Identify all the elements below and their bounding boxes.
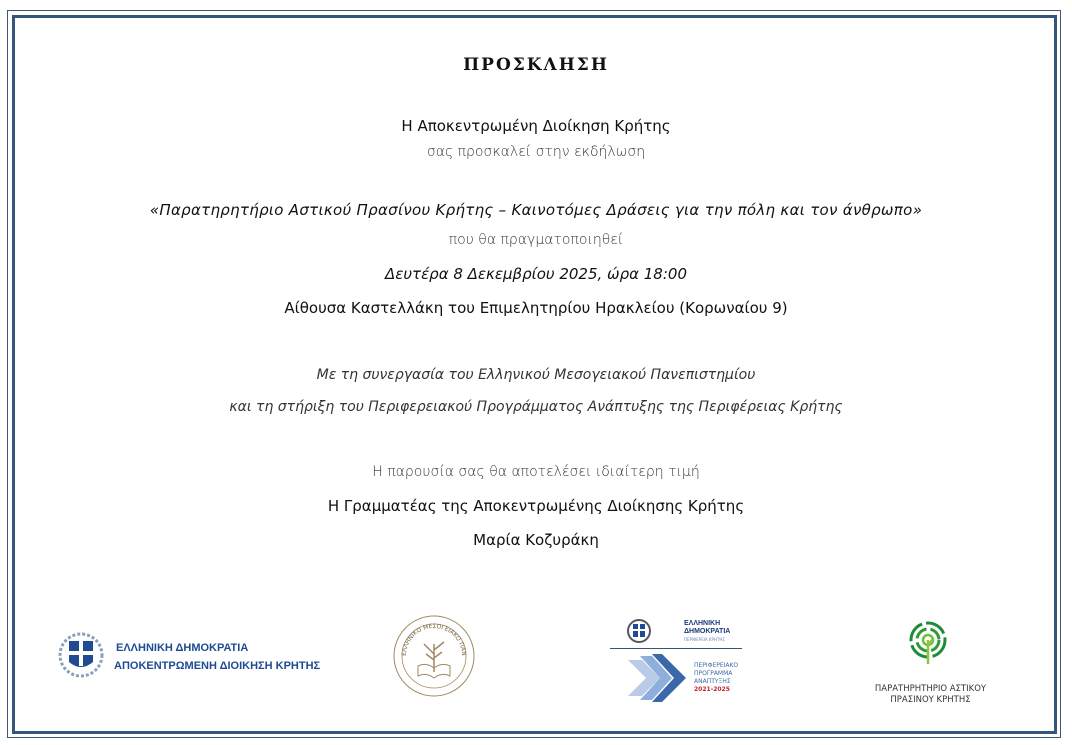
university-seal-logo (392, 614, 476, 698)
urban-green-observatory-logo (858, 620, 1003, 710)
honor-text: Η παρουσία σας θα αποτελέσει ιδιαίτερη τιμή (372, 464, 700, 480)
greek-coat-of-arms-icon (58, 632, 104, 678)
signer-name: Μαρία Κοζυράκη (473, 531, 599, 549)
observatory-text-1: ΠΑΡΑΤΗΡΗΤΗΡΙΟ ΑΣΤΙΚΟΥ (874, 684, 987, 694)
logo-text-1: ΕΛΛΗΝΙΚΗ ΔΗΜΟΚΡΑΤΙΑ (116, 642, 249, 654)
region-text-1: ΕΛΛΗΝΙΚΗ (684, 620, 721, 627)
region-text-3: ΠΕΡΙΦΕΡΕΙΑ ΚΡΗΤΗΣ (684, 637, 725, 642)
collaboration-line-2: και τη στήριξη του Περιφερειακού Προγράμματος Ανάπτυξης της Περιφέρειας Κρήτης (229, 399, 843, 415)
invites-text: σας προσκαλεί στην εκδήλωση (426, 144, 646, 160)
region-coat-of-arms-icon (626, 618, 652, 644)
university-seal-icon (392, 614, 476, 698)
programme-line-2: ΠΡΟΓΡΑΜΜΑ (694, 670, 733, 677)
divider (610, 648, 742, 649)
invitation-title: ΠΡΟΣΚΛΗΣΗ (463, 55, 609, 75)
will-take-place: που θα πραγματοποιηθεί (448, 232, 624, 248)
chevrons-icon (628, 654, 688, 704)
decentralized-admin-logo (58, 632, 328, 682)
observatory-tree-icon (908, 620, 948, 664)
signer-title: Η Γραμματέας της Αποκεντρωμένης Διοίκησης Κρήτης (327, 497, 745, 515)
observatory-text-2: ΠΡΑΣΙΝΟΥ ΚΡΗΤΗΣ (890, 695, 971, 705)
regional-programme-logo (608, 616, 748, 706)
programme-years: 2021-2025 (694, 686, 730, 693)
logo-text-2: ΑΠΟΚΕΝΤΡΩΜΕΝΗ ΔΙΟΙΚΗΣΗ ΚΡΗΤΗΣ (114, 660, 321, 672)
event-name: «Παρατηρητήριο Αστικού Πρασίνου Κρήτης – Καινοτόμες Δράσεις για την πόλη και τον άνθρωπο» (149, 201, 923, 219)
programme-line-3: ΑΝΑΠΤΥΞΗΣ (694, 678, 731, 685)
event-datetime: Δευτέρα 8 Δεκεμβρίου 2025, ώρα 18:00 (384, 265, 687, 283)
university-ring-text: ΕΛΛΗΝΙΚΟ ΜΕΣΟΓΕΙΑΚΟ ΠΑΝ (400, 622, 468, 657)
region-text-2: ΔΗΜΟΚΡΑΤΙΑ (684, 628, 731, 635)
programme-text (694, 662, 738, 694)
programme-line-1: ΠΕΡΙΦΕΡΕΙΑΚΟ (694, 662, 739, 669)
event-venue: Αίθουσα Καστελλάκη του Επιμελητηρίου Ηρακλείου (Κορωναίου 9) (284, 299, 788, 317)
host: Η Αποκεντρωμένη Διοίκηση Κρήτης (401, 117, 671, 135)
collaboration-line-1: Με τη συνεργασία του Ελληνικού Μεσογειακού Πανεπιστημίου (316, 367, 756, 383)
